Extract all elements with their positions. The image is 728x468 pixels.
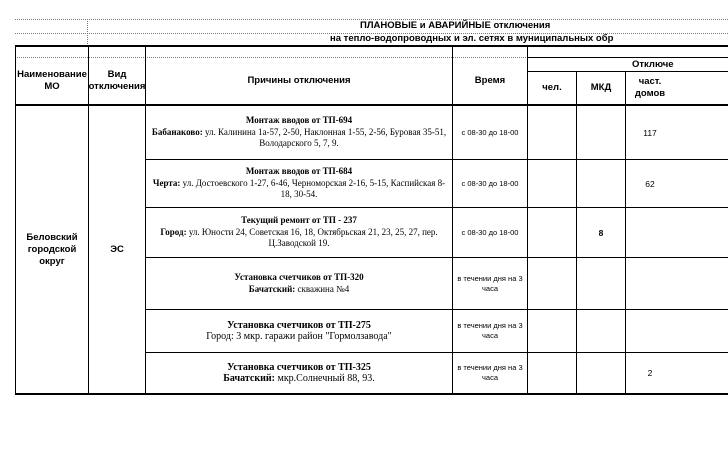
time-cell: в течении дня на 3 часа	[457, 321, 523, 340]
reason-details: мкр.Солнечный 88, 93.	[274, 373, 375, 384]
header-houses: част. домов	[634, 76, 666, 99]
table-border	[15, 393, 728, 395]
header-mo: Наименование МО	[17, 68, 87, 92]
grid-line	[87, 19, 88, 46]
header-disconnected: Отключе	[632, 58, 674, 70]
page-subtitle: на тепло-водопроводных и эл. сетях в муниципальных обр	[330, 33, 614, 44]
mo-name-cell: Беловский городской округ	[26, 231, 78, 267]
reason-title: Установка счетчиков от ТП-275	[227, 319, 371, 331]
reason-details: скважина №4	[295, 283, 350, 294]
houses-cell	[626, 258, 674, 309]
people-cell	[528, 106, 576, 159]
reason-title: Установка счетчиков от ТП-325	[227, 361, 371, 373]
houses-cell: 117	[643, 127, 657, 138]
people-cell	[528, 353, 576, 393]
time-cell: с 08-30 до 18-00	[461, 127, 519, 137]
houses-cell	[626, 208, 674, 257]
reason-place: Бачатский:	[223, 373, 275, 384]
reason-cell	[146, 353, 452, 393]
time-cell: с 08-30 до 18-00	[461, 227, 519, 237]
reason-place: Город:	[160, 226, 187, 237]
people-cell	[528, 208, 576, 257]
reason-place: Бачатский:	[248, 283, 296, 294]
people-cell	[528, 160, 576, 207]
houses-cell	[626, 310, 674, 352]
reason-title: Текущий ремонт от ТП - 237	[241, 215, 357, 226]
time-cell: в течении дня на 3 часа	[457, 273, 523, 293]
mkd-cell: 8	[598, 227, 604, 238]
houses-cell: 62	[645, 178, 655, 189]
people-cell	[528, 310, 576, 352]
reason-cell	[146, 160, 452, 207]
people-cell	[528, 258, 576, 309]
reason-title: Монтаж вводов от ТП-694	[245, 115, 353, 126]
reason-cell	[146, 258, 452, 309]
table-border	[15, 45, 728, 47]
reason-place: Бабанаково:	[151, 126, 203, 137]
header-reasons: Причины отключения	[247, 74, 351, 86]
mkd-cell	[577, 310, 625, 352]
reason-details: ул. Достоевского 1-27, 6-46, Черноморская 2-16, 5-15, Каспийская 8-18, 30-54.	[180, 177, 446, 200]
reason-title: Монтаж вводов от ТП-684	[245, 166, 353, 177]
header-mkd: МКД	[590, 82, 612, 93]
page-title: ПЛАНОВЫЕ и АВАРИЙНЫЕ отключения	[360, 20, 551, 31]
reason-cell	[146, 310, 452, 352]
reason-cell	[146, 106, 452, 159]
reason-details: Город: 3 мкр. гаражи район "Гормолзавода"	[206, 331, 392, 342]
mkd-cell	[577, 353, 625, 393]
header-time: Время	[474, 74, 506, 86]
header-people: чел.	[542, 82, 562, 93]
reason-title: Установка счетчиков от ТП-320	[234, 272, 364, 282]
reason-cell	[146, 208, 452, 257]
header-type: Вид отключения	[88, 68, 146, 92]
time-cell: с 08-30 до 18-00	[461, 178, 519, 188]
reason-details: ул. Юности 24, Советская 16, 18, Октябрьская 21, 23, 25, 27, пер. Ц.Заводской 19.	[186, 226, 438, 249]
time-cell: в течении дня на 3 часа	[457, 363, 523, 382]
reason-place: Черта:	[152, 177, 181, 188]
mkd-cell	[577, 106, 625, 159]
mkd-cell	[577, 258, 625, 309]
type-cell: ЭС	[110, 243, 124, 255]
mkd-cell	[577, 160, 625, 207]
reason-details: ул. Калинина 1а-57, 2-50, Наклонная 1-55, 2-56, Буровая 35-51, Володарского 5, 7, 9.	[202, 126, 447, 149]
houses-cell: 2	[647, 368, 653, 378]
